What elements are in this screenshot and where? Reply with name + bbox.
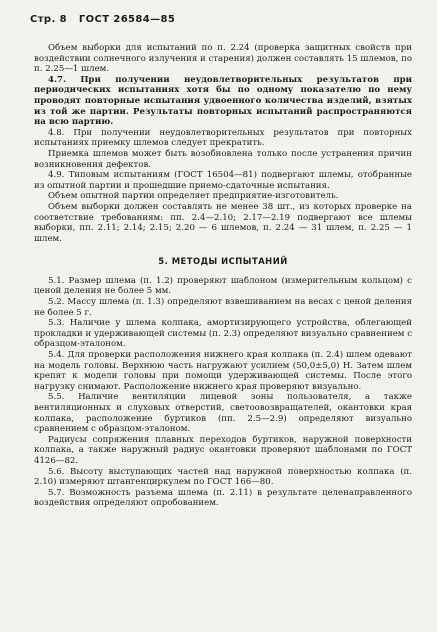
paragraph: 4.8. При получении неудовлетворительных результатов при повторных испытаниях приемку шлемов следует прекратить. bbox=[34, 127, 412, 149]
paragraph: 4.7. При получении неудовлетворительных результатов при периодических испытаниях хотя бы по одному показателю по нему проводят повторные испытания удвоенного количества изделий, взятых из той же партии. Результаты повторных испытаний распространяются на всю партию. bbox=[34, 74, 412, 128]
paragraph: Радиусы сопряжения плавных переходов буртиков, наружной поверхности колпака, а также наружный радиус окантовки проверяют шаблонами по ГОСТ 4126—82. bbox=[34, 434, 412, 466]
paragraph: Приемка шлемов может быть возобновлена только после устранения причин возникновения дефектов. bbox=[34, 148, 412, 170]
paragraph: Объем выборки для испытаний по п. 2.24 (проверка защитных свойств при воздействии солнечного излучения и старения) должен составлять 15 шлемов, по п. 2.25—1 шлем. bbox=[34, 43, 412, 75]
paragraph: 5.3. Наличие у шлема колпака, амортизирующего устройства, облегающей прокладки и удерживающей системы (п. 2.3) определяют визуально сравнением с образцом-эталоном. bbox=[34, 318, 413, 350]
standard-code: ГОСТ 26584—85 bbox=[78, 14, 176, 25]
page-header bbox=[30, 15, 183, 26]
paragraph: 5.5. Наличие вентиляции лицевой зоны пользователя, а также вентиляционных и слуховых отверстий, светоовозвращателей, окантовки края колпака, расположение буртиков (пп. 2.5—2.9) определяют визуально сравнением с образцом-эталоном. bbox=[34, 392, 412, 435]
paragraph: 4.9. Типовым испытаниям (ГОСТ 16504—81) подвергают шлемы, отобранные из опытной партии и прошедшие приемо-сдаточные испытания. bbox=[34, 170, 412, 191]
document-body bbox=[34, 43, 412, 509]
section-title: 5. МЕТОДЫ ИСПЫТАНИЙ bbox=[158, 256, 288, 267]
paragraph: Объем выборки должен составлять не менее 38 шт., из которых проверке на соответствие требованиям: пп. 2.4—2.10; 2.17—2.19 подвергают все шлемы выборки, пп. 2.11; 2.14; 2.15; 2.20 — 6 шлемов, п. 2.24 — 31 шлем, п. 2.25 — 1 шлем. bbox=[34, 201, 412, 244]
paragraph: 5.2. Массу шлема (п. 1.3) определяют взвешиванием на весах с ценой деления не более 5 г. bbox=[34, 297, 412, 318]
paragraph: Объем опытной партии определяет предприятие-изготовитель. bbox=[48, 191, 339, 202]
paragraph: 5.4. Для проверки расположения нижнего края колпака (п. 2.4) шлем одевают на модель головы. Верхнюю часть нагружают усилием (50,0±5,0) Н. Затем шлем крепят к модели головы при помощи удерживающей системы. После этого нагрузку снимают. Расположение нижнего края проверяют визуально. bbox=[34, 350, 412, 392]
paragraph: 5.7. Возможность разъема шлема (п. 2.11) в результате целенаправленного воздействия определяют опробованием. bbox=[34, 487, 412, 509]
paragraph: 5.1. Размер шлема (п. 1.2) проверяют шаблоном (измерительным кольцом) с ценой деления не более 5 мм. bbox=[34, 275, 412, 297]
page-number: Стр. 8 bbox=[30, 14, 67, 25]
paragraph: 5.6. Высоту выступающих частей над наружной поверхностью колпака (п. 2.10) измеряют штангенциркулем по ГОСТ 166—80. bbox=[34, 466, 412, 488]
